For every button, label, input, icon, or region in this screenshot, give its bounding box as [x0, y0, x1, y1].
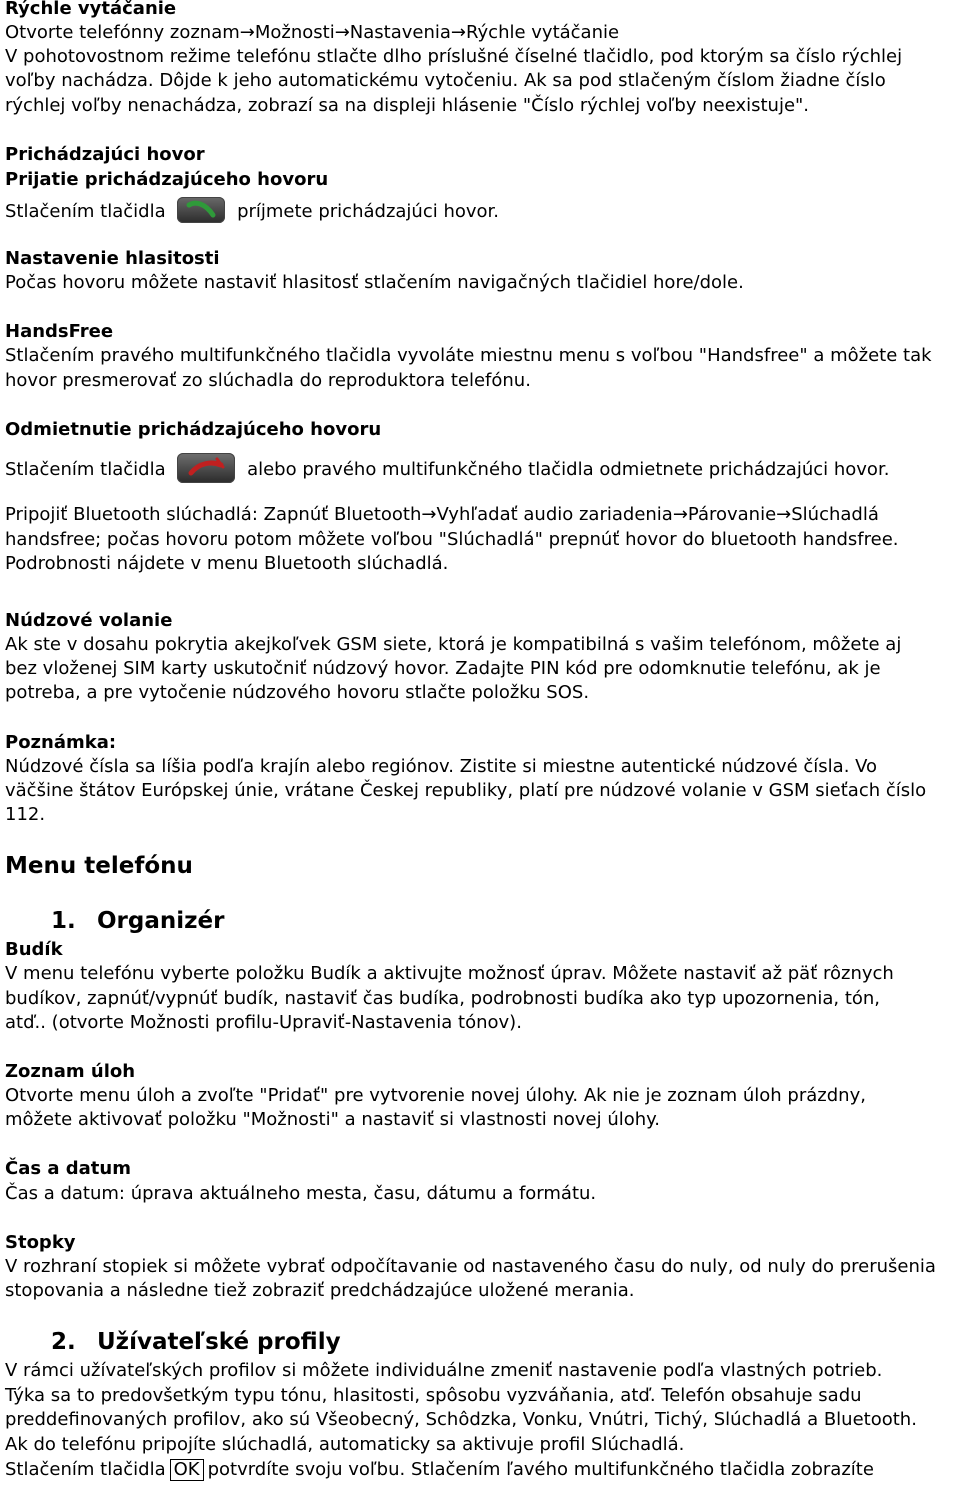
- paragraph-line: V menu telefónu vyberte položku Budík a aktivujte možnosť úprav. Môžete nastaviť až päť rôznych: [5, 963, 894, 984]
- section-heading-reject-call: Odmietnutie prichádzajúceho hovoru: [5, 419, 382, 440]
- heading-number: 2.: [51, 1329, 76, 1355]
- paragraph-line: V rámci užívateľských profilov si môžete individuálne zmeniť nastavenie podľa vlastných potrieb.: [5, 1360, 883, 1381]
- section-heading-time-date: Čas a datum: [5, 1158, 131, 1179]
- paragraph-line: Ak ste v dosahu pokrytia akejkoľvek GSM siete, ktorá je kompatibilná s vašim telefónom, môžete aj: [5, 634, 902, 655]
- paragraph-line: Ak do telefónu pripojíte slúchadlá, automaticky sa aktivuje profil Slúchadlá.: [5, 1434, 685, 1455]
- paragraph-line: Stlačením pravého multifunkčného tlačidla vyvoláte miestnu menu s voľbou "Handsfree" a môžete tak: [5, 345, 932, 366]
- paragraph-line: Podrobnosti nájdete v menu Bluetooth slúchadlá.: [5, 553, 449, 574]
- paragraph-line: bez vloženej SIM karty uskutočniť núdzový hovor. Zadajte PIN kód pre odomknutie telefónu, ak je: [5, 658, 881, 679]
- section-heading-volume: Nastavenie hlasitosti: [5, 248, 220, 269]
- section-heading-task-list: Zoznam úloh: [5, 1061, 136, 1082]
- numbered-heading-organizer: [51, 907, 224, 935]
- ok-instruction: [5, 1458, 874, 1482]
- paragraph-line: V rozhraní stopiek si môžete vybrať odpočítavanie od nastaveného času do nuly, od nuly do prerušenia: [5, 1256, 936, 1277]
- ok-key-label: OK: [170, 1459, 204, 1481]
- reject-call-instruction: [5, 453, 889, 483]
- paragraph-line: V pohotovostnom režime telefónu stlačte dlho príslušné číselné tlačidlo, pod ktorým sa číslo rýchlej: [5, 46, 903, 67]
- menu-path-speed-dial: Otvorte telefónny zoznam→Možnosti→Nastavenia→Rýchle vytáčanie: [5, 22, 620, 43]
- section-heading-stopwatch: Stopky: [5, 1232, 76, 1253]
- paragraph-line: rýchlej voľby nenachádza, zobrazí sa na displeji hlásenie "Číslo rýchlej voľby neexistuje".: [5, 95, 810, 116]
- accept-call-instruction: [5, 197, 499, 224]
- paragraph-line: hovor presmerovať zo slúchadla do reproduktora telefónu.: [5, 370, 531, 391]
- paragraph-line: atď.. (otvorte Možnosti profilu-Upraviť-Nastavenia tónov).: [5, 1012, 522, 1033]
- green-call-key-icon: [177, 197, 225, 223]
- instruction-text: Stlačením tlačidla: [5, 1459, 166, 1480]
- instruction-text: Stlačením tlačidla: [5, 459, 166, 480]
- red-end-key-icon: [177, 453, 235, 483]
- paragraph-line: Núdzové čísla sa líšia podľa krajín alebo regiónov. Zistite si miestne autentické núdzové čísla. Vo: [5, 756, 878, 777]
- paragraph-line: Týka sa to predovšetkým typu tónu, hlasitosti, spôsobu vyzváňania, atď. Telefón obsahuje sadu: [5, 1385, 862, 1406]
- paragraph-line: preddefinovaných profilov, ako sú Všeobecný, Schôdzka, Vonku, Vnútri, Tichý, Slúchadlá a Bluetooth.: [5, 1409, 917, 1430]
- section-heading-incoming-call: Prichádzajúci hovor: [5, 144, 205, 165]
- paragraph-line: stopovania a následne tiež zobraziť predchádzajúce uložené merania.: [5, 1280, 635, 1301]
- chapter-heading-phone-menu: Menu telefónu: [5, 853, 193, 879]
- section-heading-handsfree: HandsFree: [5, 321, 114, 342]
- instruction-text: Stlačením tlačidla: [5, 201, 166, 222]
- heading-text: Organizér: [97, 908, 225, 934]
- paragraph-line: Otvorte menu úloh a zvoľte "Pridať" pre vytvorenie novej úlohy. Ak nie je zoznam úloh prázdny,: [5, 1085, 866, 1106]
- numbered-heading-user-profiles: [51, 1328, 341, 1356]
- paragraph-line: voľby nachádza. Dôjde k jeho automatickému vytočeniu. Ak sa pod stlačeným číslom žiadne číslo: [5, 70, 886, 91]
- section-heading-alarm: Budík: [5, 939, 63, 960]
- paragraph-line: handsfree; počas hovoru potom môžete voľbou "Slúchadlá" prepnúť hovor do bluetooth handsfree.: [5, 529, 899, 550]
- instruction-text: príjmete prichádzajúci hovor.: [237, 201, 500, 222]
- heading-text: Užívateľské profily: [97, 1329, 341, 1355]
- paragraph-line: budíkov, zapnúť/vypnúť budík, nastaviť čas budíka, podrobnosti budíka ako typ upozornenia, tón,: [5, 988, 881, 1009]
- section-heading-speed-dial: Rýchle vytáčanie: [5, 0, 177, 19]
- section-heading-note: Poznámka:: [5, 732, 117, 753]
- paragraph-line: Pripojiť Bluetooth slúchadlá: Zapnúť Bluetooth→Vyhľadať audio zariadenia→Párovanie→Slúchadlá: [5, 504, 879, 525]
- heading-number: 1.: [51, 908, 76, 934]
- paragraph-line: potreba, a pre vytočenie núdzového hovoru stlačte položku SOS.: [5, 682, 590, 703]
- instruction-text: alebo pravého multifunkčného tlačidla odmietnete prichádzajúci hovor.: [247, 459, 890, 480]
- paragraph-line: Čas a datum: úprava aktuálneho mesta, času, dátumu a formátu.: [5, 1183, 597, 1204]
- section-heading-emergency-call: Núdzové volanie: [5, 610, 173, 631]
- paragraph-line: Počas hovoru môžete nastaviť hlasitosť stlačením navigačných tlačidiel hore/dole.: [5, 272, 744, 293]
- paragraph-line: väčšine štátov Európskej únie, vrátane Českej republiky, platí pre núdzové volanie v GSM sieťach číslo: [5, 780, 927, 801]
- subheading-accept-call: Prijatie prichádzajúceho hovoru: [5, 169, 329, 190]
- instruction-text: potvrdíte svoju voľbu. Stlačením ľavého multifunkčného tlačidla zobrazíte: [207, 1459, 874, 1480]
- paragraph-line: môžete aktivovať položku "Možnosti" a nastaviť si vlastnosti novej úlohy.: [5, 1109, 660, 1130]
- paragraph-line: 112.: [5, 804, 46, 825]
